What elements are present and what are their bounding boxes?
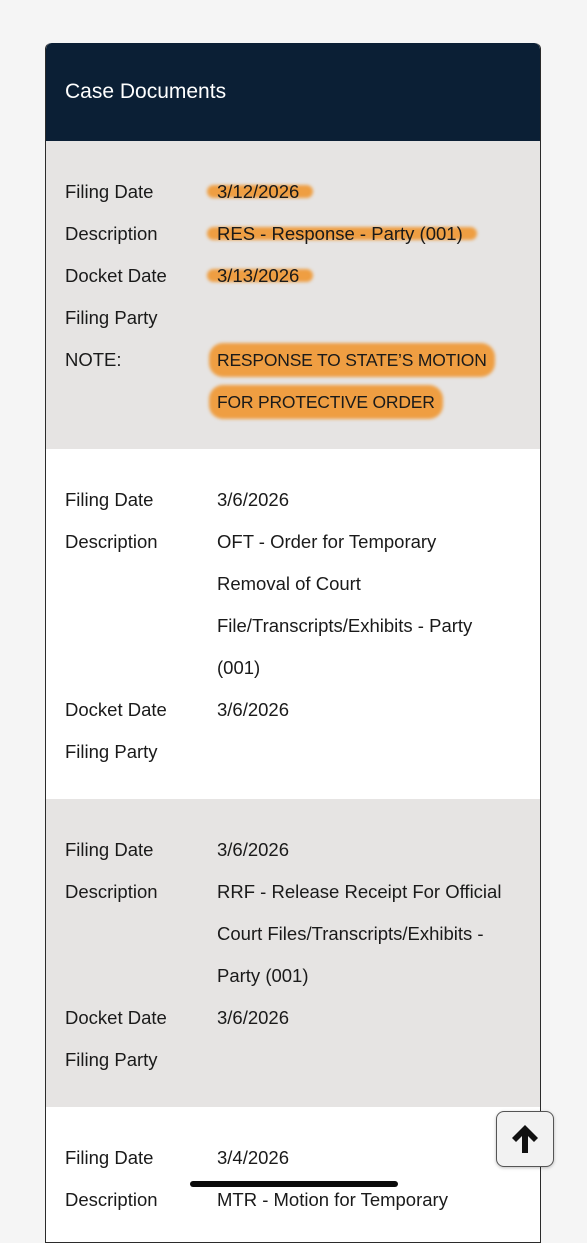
docket-date-row bbox=[65, 689, 540, 731]
filing-date-row bbox=[65, 171, 540, 213]
description-value: MTR - Motion for Temporary bbox=[217, 1189, 448, 1210]
filing-date-value: 3/6/2026 bbox=[217, 489, 290, 510]
arrow-up-icon bbox=[508, 1122, 542, 1156]
card-header bbox=[46, 43, 540, 141]
filing-date-row bbox=[65, 829, 540, 871]
card-title: Case Documents bbox=[65, 80, 227, 103]
document-entry bbox=[46, 449, 540, 799]
highlighted-docket-date: 3/13/2026 bbox=[217, 265, 300, 286]
docket-date-row bbox=[65, 255, 540, 297]
note-line-1: RESPONSE TO STATE’S MOTION bbox=[217, 339, 487, 381]
filing-date-label: Filing Date bbox=[65, 839, 154, 860]
highlighted-filing-date: 3/12/2026 bbox=[217, 181, 300, 202]
description-label: Description bbox=[65, 881, 158, 902]
description-value: OFT - Order for Temporary Removal of Court File/Transcripts/Exhibits - Party (001) bbox=[217, 531, 473, 678]
document-entry bbox=[46, 141, 540, 449]
filing-date-row bbox=[65, 1137, 540, 1179]
description-label: Description bbox=[65, 531, 158, 552]
highlighted-description: RES - Response - Party (001) bbox=[217, 223, 463, 244]
filing-party-row bbox=[65, 297, 540, 339]
filing-date-value: 3/4/2026 bbox=[217, 1147, 290, 1168]
filing-party-label: Filing Party bbox=[65, 1049, 158, 1070]
docket-date-row bbox=[65, 997, 540, 1039]
filing-date-label: Filing Date bbox=[65, 1147, 154, 1168]
docket-date-label: Docket Date bbox=[65, 699, 167, 720]
docket-date-label: Docket Date bbox=[65, 265, 167, 286]
filing-party-value bbox=[217, 731, 540, 773]
description-value: RRF - Release Receipt For Official Court Files/Transcripts/Exhibits - Party (001) bbox=[217, 881, 502, 986]
docket-date-value: 3/6/2026 bbox=[217, 1007, 290, 1028]
case-documents-card bbox=[45, 43, 541, 1243]
filing-party-value bbox=[217, 297, 540, 339]
filing-party-label: Filing Party bbox=[65, 307, 158, 328]
note-line-2: FOR PROTECTIVE ORDER bbox=[217, 381, 435, 423]
filing-party-value bbox=[217, 1039, 540, 1081]
docket-date-value bbox=[217, 255, 540, 297]
description-value bbox=[217, 213, 540, 255]
filing-date-label: Filing Date bbox=[65, 489, 154, 510]
filing-party-row bbox=[65, 731, 540, 773]
description-label: Description bbox=[65, 223, 158, 244]
description-row bbox=[65, 521, 540, 689]
filing-party-row bbox=[65, 1039, 540, 1081]
note-label: NOTE: bbox=[65, 349, 122, 370]
document-entry bbox=[46, 799, 540, 1107]
description-label: Description bbox=[65, 1189, 158, 1210]
filing-date-value: 3/6/2026 bbox=[217, 839, 290, 860]
document-entry bbox=[46, 1107, 540, 1243]
filing-date-label: Filing Date bbox=[65, 181, 154, 202]
filing-date-value bbox=[217, 171, 540, 213]
docket-date-label: Docket Date bbox=[65, 1007, 167, 1028]
filing-date-row bbox=[65, 479, 540, 521]
description-row bbox=[65, 213, 540, 255]
home-indicator bbox=[190, 1181, 398, 1187]
note-row bbox=[65, 339, 540, 423]
docket-date-value: 3/6/2026 bbox=[217, 699, 290, 720]
description-row bbox=[65, 871, 540, 997]
filing-party-label: Filing Party bbox=[65, 741, 158, 762]
note-value bbox=[217, 339, 540, 423]
scroll-to-top-button[interactable] bbox=[496, 1111, 554, 1167]
